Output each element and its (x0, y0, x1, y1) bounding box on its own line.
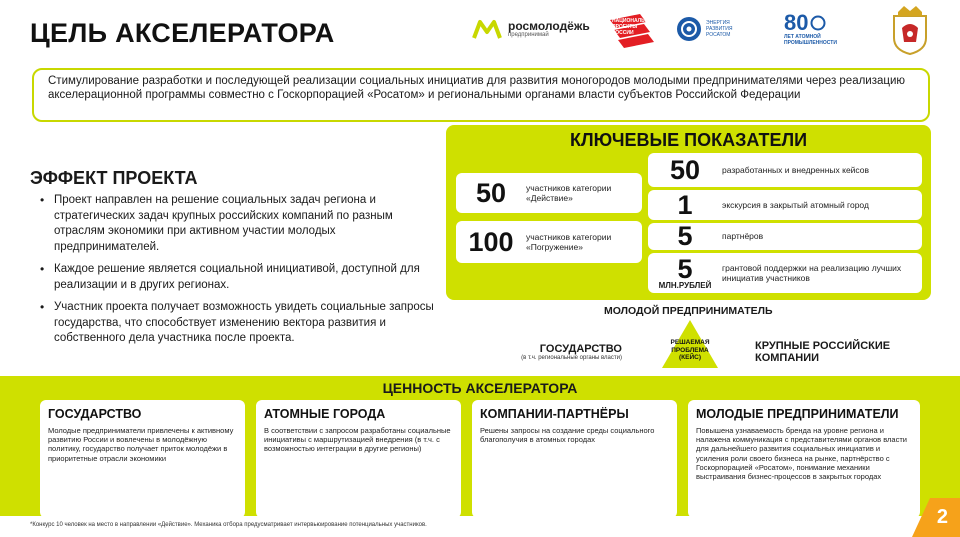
goal-box: Стимулирование разработки и последующей реализации социальных инициатив для развития моногородов молодыми предпринимателями через реализацию акселерационной программы совместно с Госкорпорацией «Росатом» и региональными органами власти субъектов Российской Федерации (32, 68, 930, 122)
diagram-right-label: КРУПНЫЕ РОССИЙСКИЕ КОМПАНИИ (755, 340, 891, 364)
kpi-desc: участников категории «Погружение» (526, 231, 612, 252)
value-card (256, 400, 461, 518)
value-card-text: Решены запросы на создание среды социального благополучия в атомных городах (480, 426, 655, 445)
natsproekty-text: НАЦИОНАЛЬНЫЕ ПРОЕКТЫ РОССИИ (612, 18, 657, 36)
kpi-number: 50 (475, 177, 507, 208)
value-card-heading: МОЛОДЫЕ ПРЕДПРИНИМАТЕЛИ (696, 407, 899, 421)
kpi-desc: разработанных и внедренных кейсов (722, 164, 870, 175)
kpi-unit: МЛН.РУБЛЕЙ (658, 280, 712, 290)
effect-item: • Проект направлен на решение социальных задач региона и стратегических задач крупных российских компаний по разным отраслям экономики при активном участии молодых предпринимателей. (40, 193, 440, 255)
page-number-text: 2 (936, 506, 948, 528)
kpi-number: 5 (677, 221, 693, 251)
kpi-card (456, 221, 642, 263)
kpi-desc: экскурсия в закрытый атомный город (722, 199, 869, 210)
rosatom-atom-icon (676, 16, 702, 42)
value-card-text: В соответствии с запросом разработаны социальные инициативы с маршрутизацией внедрения (в т.ч. с возможностью интеграции в другие регионы) (264, 426, 451, 454)
atomprom80-number: 80 (784, 10, 809, 35)
rosmolodezh-name: росмолодёжь (508, 19, 590, 33)
natsproekty-logo (610, 14, 656, 50)
diagram-center-label: РЕШАЕМАЯ ПРОБЛЕМА (КЕЙС) (670, 339, 710, 361)
kpi-desc: партнёров (722, 231, 764, 242)
atomprom80-text: ЛЕТ АТОМНОЙ ПРОМЫШЛЕННОСТИ (784, 34, 837, 46)
diagram-left (492, 343, 622, 361)
kpi-title: КЛЮЧЕВЫЕ ПОКАЗАТЕЛИ (569, 130, 808, 150)
page-title: ЦЕЛЬ АКСЕЛЕРАТОРА (30, 18, 335, 48)
kpi-desc: грантовой поддержки на реализацию лучших инициатив участников (722, 262, 902, 283)
atom-ring-icon (810, 15, 826, 31)
effect-item: • Каждое решение является социальной инициативой, доступной для реализации и в других регионах. (40, 262, 440, 293)
page-number (912, 498, 960, 537)
effect-list (40, 193, 440, 354)
rosmolodezh-mark-icon (472, 18, 502, 40)
kpi-desc: участников категории «Действие» (526, 182, 612, 203)
footnote: *Конкурс 10 человек на место в направлении «Действие». Механика отбора предусматривает интервьюирование потенциальных участников. (30, 522, 427, 528)
kpi-card (456, 173, 642, 213)
coat-of-arms-icon (888, 6, 932, 56)
value-card-text: Повышена узнаваемость бренда на уровне региона и налажена коммуникация с представителями органов власти для дальнейшего развития социальных инициатив и усиления роли своего бизнеса на рынке, партнёрство с Госкорпорацией «Росатом», понимание механики выстраивания бизнес-процессов в закрытых городах (696, 426, 907, 482)
diagram-left-label: ГОСУДАРСТВО (539, 343, 622, 355)
value-card (472, 400, 677, 518)
value-card-text: Молодые предприниматели привлечены к активному развитию России и вовлечены в молодёжную политику, государство получает приток молодёжи в приоритетные отрасли экономики (48, 426, 234, 463)
kpi-number: 5 (677, 253, 693, 284)
kpi-card (648, 153, 922, 187)
effect-title: ЭФФЕКТ ПРОЕКТА (30, 168, 198, 188)
effect-item: • Участник проекта получает возможность увидеть социальные запросы государства, что способствует изменению вектора развития и собственного дела участника после проекта. (40, 300, 440, 347)
value-card (688, 400, 920, 518)
rosmolodezh-logo (472, 18, 590, 40)
kpi-number: 100 (468, 226, 514, 257)
value-card (40, 400, 245, 518)
kpi-number: 1 (677, 189, 693, 220)
rosatom-logo (676, 16, 756, 42)
kpi-card (648, 223, 922, 250)
kpi-number: 50 (669, 154, 701, 185)
kpi-card (648, 253, 922, 293)
kpi-card (648, 190, 922, 220)
value-title: ЦЕННОСТЬ АКСЕЛЕРАТОРА (382, 380, 578, 396)
rosmolodezh-sub: предпринимай (508, 32, 549, 38)
rosatom-text: ЭНЕРГИЯ РАЗВИТИЯ РОСАТОМ (706, 20, 733, 38)
value-card-heading: АТОМНЫЕ ГОРОДА (264, 407, 386, 421)
diagram-left-sub: (в т.ч. региональные органы власти) (521, 355, 622, 361)
value-card-heading: ГОСУДАРСТВО (48, 407, 142, 421)
atomprom80-logo (784, 12, 866, 46)
value-card-heading: КОМПАНИИ-ПАРТНЁРЫ (480, 407, 629, 421)
diagram-top-label: МОЛОДОЙ ПРЕДПРИНИМАТЕЛЬ (604, 305, 773, 317)
